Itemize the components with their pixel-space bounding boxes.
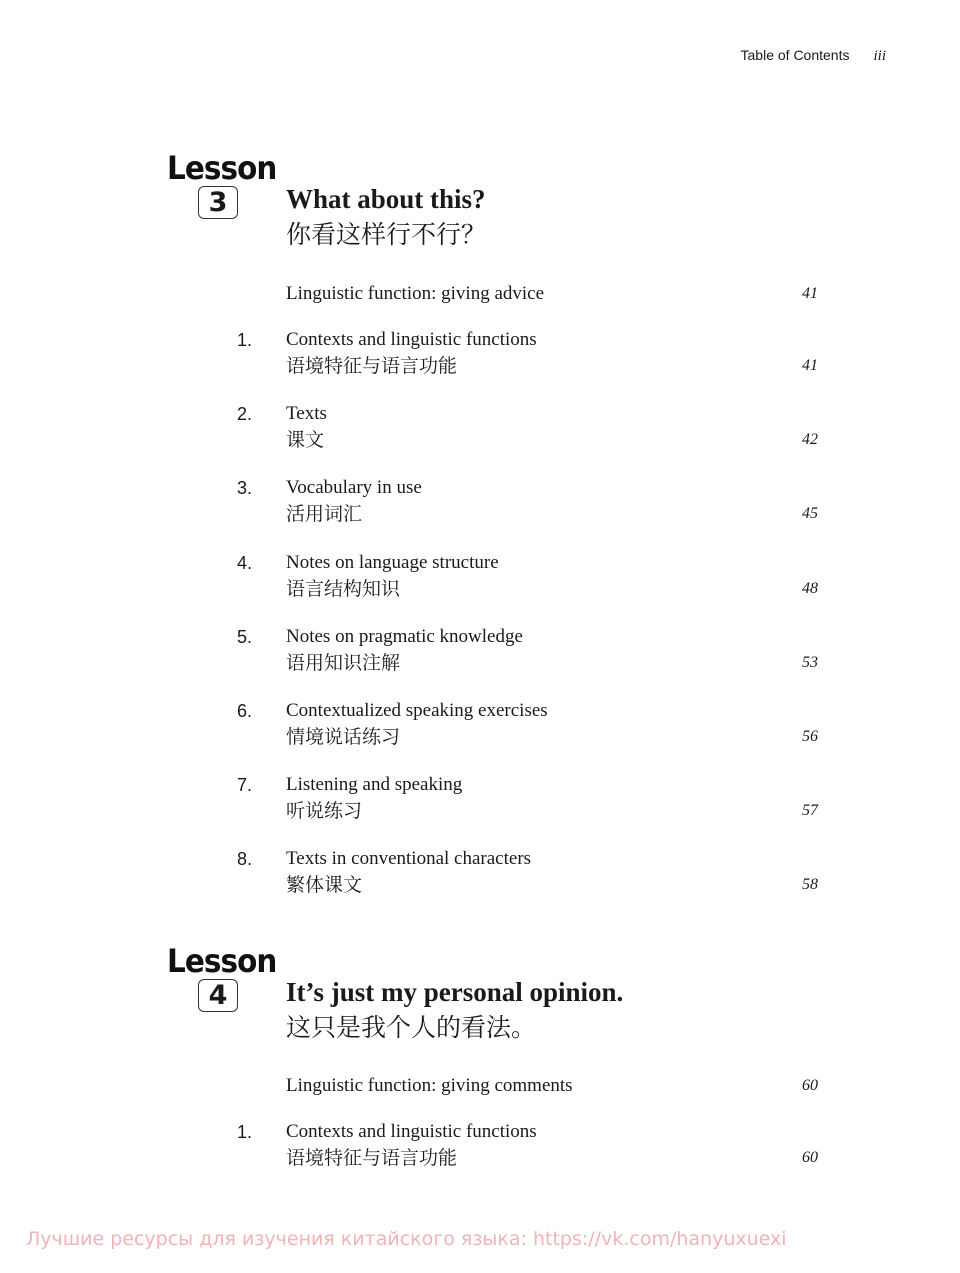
entry-page: 57 xyxy=(802,802,818,819)
entry-title-english: Notes on pragmatic knowledge xyxy=(286,626,523,647)
entry-title-english: Contexts and linguistic functions xyxy=(286,329,537,350)
entry-page: 56 xyxy=(802,728,818,745)
lesson-title-english: What about this? xyxy=(286,184,486,214)
entry-page: 53 xyxy=(802,654,818,671)
lesson-title-english: It’s just my personal opinion. xyxy=(286,977,624,1007)
entry-title-chinese: 活用词汇 xyxy=(286,503,363,525)
lesson-label: Lesson xyxy=(167,149,277,187)
entry-title-english: Texts xyxy=(286,403,327,424)
entry-title-english: Notes on language structure xyxy=(286,552,499,573)
function-page: 41 xyxy=(802,285,818,302)
entry-title-chinese: 语用知识注解 xyxy=(286,652,401,674)
function-label: Linguistic function: giving comments xyxy=(286,1075,573,1096)
entry-number: 7. xyxy=(237,775,253,795)
lesson-label: Lesson xyxy=(167,942,277,980)
entry-title-english: Texts in conventional characters xyxy=(286,848,532,869)
entry-title-chinese: 语境特征与语言功能 xyxy=(286,355,458,377)
entry-number: 5. xyxy=(237,627,253,647)
entry-page: 42 xyxy=(802,431,818,448)
running-head xyxy=(700,47,886,65)
entry-title-chinese: 课文 xyxy=(286,429,325,451)
function-page: 60 xyxy=(802,1077,818,1094)
entry-page: 41 xyxy=(802,357,818,374)
running-title: Table of Contents xyxy=(740,47,850,63)
entry-title-english: Contextualized speaking exercises xyxy=(286,700,548,721)
entry-title-chinese: 情境说话练习 xyxy=(286,726,401,748)
entry-title-chinese: 听说练习 xyxy=(286,800,363,822)
entry-number: 6. xyxy=(237,701,253,721)
entry-page: 48 xyxy=(802,580,818,597)
entry-title-chinese: 繁体课文 xyxy=(286,874,363,896)
entry-number: 8. xyxy=(237,849,253,869)
page-number: iii xyxy=(873,48,886,64)
entry-number: 3. xyxy=(237,478,253,498)
entry-number: 1. xyxy=(237,330,253,350)
watermark-link[interactable]: Лучшие ресурсы для изучения китайского языка: https://vk.com/hanyuxuexi xyxy=(26,1228,787,1250)
lesson-number-badge: 4 xyxy=(198,979,238,1012)
lesson-title-chinese: 这只是我个人的看法。 xyxy=(286,1013,537,1042)
entry-page: 60 xyxy=(802,1149,818,1166)
entry-title-chinese: 语境特征与语言功能 xyxy=(286,1147,458,1169)
entry-title-english: Vocabulary in use xyxy=(286,477,422,498)
entry-page: 58 xyxy=(802,876,818,893)
function-label: Linguistic function: giving advice xyxy=(286,283,545,304)
entry-title-chinese: 语言结构知识 xyxy=(286,578,401,600)
entry-number: 1. xyxy=(237,1122,253,1142)
entry-title-english: Listening and speaking xyxy=(286,774,463,795)
entry-title-english: Contexts and linguistic functions xyxy=(286,1121,537,1142)
entry-page: 45 xyxy=(802,505,818,522)
entry-number: 2. xyxy=(237,404,253,424)
lesson-number-badge: 3 xyxy=(198,186,238,219)
lesson-title-chinese: 你看这样行不行？ xyxy=(286,220,487,249)
entry-number: 4. xyxy=(237,553,253,573)
